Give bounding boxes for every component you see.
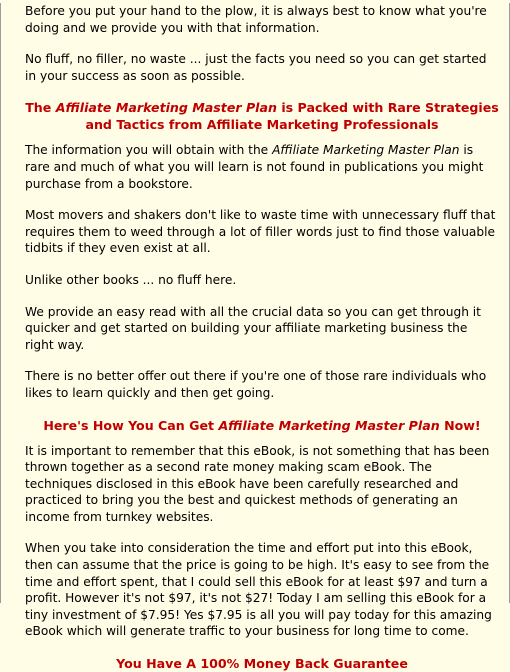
paragraph-product-title: Affiliate Marketing Master Plan: [272, 143, 460, 158]
unlike-other-books-paragraph: Unlike other books ... no fluff here.: [25, 272, 237, 287]
movers-shakers-paragraph: Most movers and shakers don't like to waste time with unnecessary fluff that requires them to weed through a lot of filler words just to find those valuable tidbits if they even exist at all.: [25, 208, 496, 256]
sales-page: [0, 3, 510, 672]
paragraph-tail: is rare and much of what you will learn is not found in publications you might purchase from a bookstore.: [25, 143, 484, 191]
money-back-guarantee-heading: You Have A 100% Money Back Guarantee: [116, 656, 408, 672]
packed-heading: [25, 99, 499, 133]
page-content: [1, 3, 509, 672]
better-offer-paragraph: There is no better offer out there if you're one of those rare individuals who likes to learn quickly and then get going.: [25, 369, 487, 400]
heading-tail: is Packed with Rare Strategies and Tactics from Affiliate Marketing Professionals: [85, 100, 499, 133]
heading-product-title: Affiliate Marketing Master Plan: [55, 100, 277, 116]
heading-product-title: Affiliate Marketing Master Plan: [218, 417, 440, 433]
heading-tail: Now!: [439, 417, 481, 433]
how-to-get-heading: [25, 417, 499, 434]
heading-lead: The: [25, 100, 56, 116]
easy-read-paragraph: We provide an easy read with all the crucial data so you can get through it quicker and get started on building your affiliate marketing business the right way.: [25, 304, 481, 352]
heading-lead: Here's How You Can Get: [43, 417, 219, 433]
important-paragraph: It is important to remember that this eBook, is not something that has been thrown together as a second rate money making scam eBook. The techniques disclosed in this eBook have been carefully researched and practiced to bring you the best and quickest methods of generating an income from turnkey websites.: [25, 443, 490, 524]
information-paragraph: [25, 142, 499, 192]
intro-paragraph: Before you put your hand to the plow, it is always best to know what you're doing and we provide you with that information.: [25, 4, 487, 35]
price-paragraph: When you take into consideration the time and effort put into this eBook, then can assume that the price is going to be high. It's easy to see from the time and effort spent, that I could sell this eBook for at least $97 and turn a profit. However it's not $97, it's not $27! Today I am selling this eBook for a tiny investment of $7.95! Yes $7.95 is all you will pay today for this amazing eBook which will generate traffic to your business for long time to come.: [25, 541, 492, 639]
no-fluff-paragraph: No fluff, no filler, no waste ... just the facts you need so you can get started in your success as soon as possible.: [25, 52, 487, 83]
paragraph-lead: The information you will obtain with the: [25, 143, 273, 158]
